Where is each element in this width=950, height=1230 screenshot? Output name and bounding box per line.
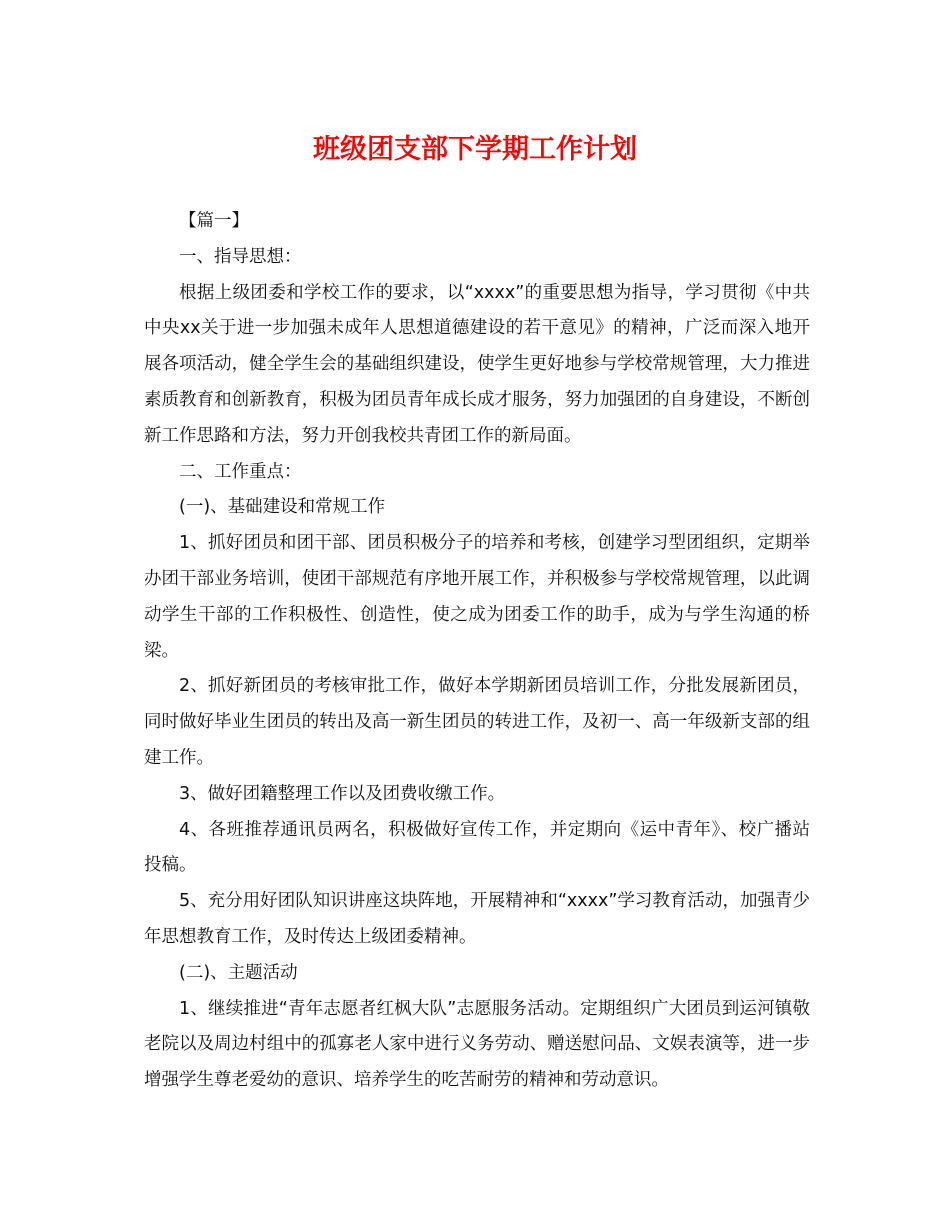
theme-activity-item-1: 1、继续推进“青年志愿者红枫大队”志愿服务活动。定期组织广大团员到运河镇敬老院以及周边村组中的孤寡老人家中进行义务劳动、赠送慰问品、文娱表演等，进一步增强学生尊老爱幼的意识、培养学生的吃苦耐劳的精神和劳动意识。 [144, 998, 810, 1091]
document-body [144, 204, 810, 1099]
section-heading-part-one: 【篇一】 [179, 211, 249, 231]
list-item-5: 5、充分用好团队知识讲座这块阵地，开展精神和“xxxx”学习教育活动，加强青少年思想教育工作，及时传达上级团委精神。 [144, 891, 810, 947]
heading-work-focus: 二、工作重点： [179, 461, 302, 482]
document-title: 班级团支部下学期工作计划 [313, 134, 637, 165]
list-item-2: 2、抓好新团员的考核审批工作，做好本学期新团员培训工作，分批发展新团员，同时做好毕业生团员的转出及高一新生团员的转进工作，及初一、高一年级新支部的组建工作。 [144, 676, 810, 768]
subheading-theme-activities: (二)、主题活动 [179, 962, 298, 983]
heading-guiding-thought: 一、指导思想： [179, 246, 302, 267]
list-item-4: 4、各班推荐通讯员两名，积极做好宣传工作，并定期向《运中青年》、校广播站投稿。 [144, 819, 810, 876]
paragraph-guiding-thought: 根据上级团委和学校工作的要求，以“xxxx”的重要思想为指导，学习贯彻《中共中央xx关于进一步加强未成年人思想道德建设的若干意见》的精神，广泛而深入地开展各项活动，健全学生会的基础组织建设，使学生更好地参与学校常规管理，大力推进素质教育和创新教育，积极为团员青年成长成才服务，努力加强团的自身建设，不断创新工作思路和方法，努力开创我校共青团工作的新局面。 [144, 282, 810, 446]
subheading-basic-work: (一)、基础建设和常规工作 [179, 497, 386, 518]
list-item-1: 1、抓好团员和团干部、团员积极分子的培养和考核，创建学习型团组织，定期举办团干部业务培训，使团干部规范有序地开展工作，并积极参与学校常规管理，以此调动学生干部的工作积极性、创造性，使之成为团委工作的助手，成为与学生沟通的桥梁。 [144, 533, 810, 661]
list-item-3: 3、做好团籍整理工作以及团费收缴工作。 [179, 783, 506, 804]
